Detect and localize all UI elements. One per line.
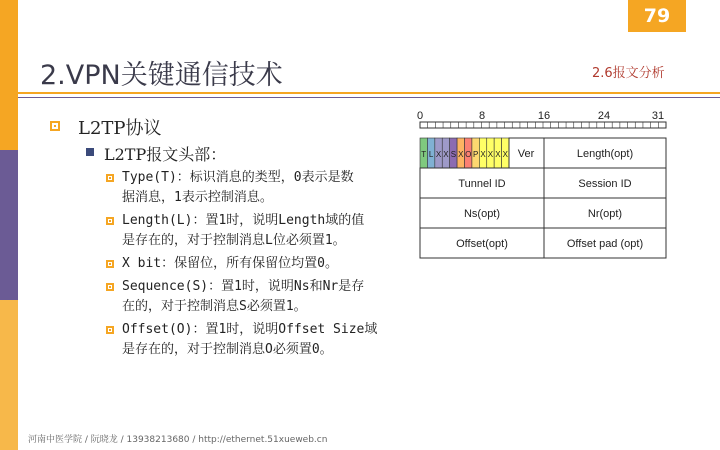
header-svg <box>414 108 670 264</box>
flag-bit-label: X <box>487 150 494 159</box>
side-strip-orange-light <box>0 300 18 450</box>
tick-label: 31 <box>651 110 665 122</box>
ver-label: Ver <box>517 148 535 160</box>
flag-bit-label: S <box>450 150 457 159</box>
list-item <box>106 168 406 208</box>
flag-bit-label: X <box>435 150 442 159</box>
item-line: 在的，对于控制消息S必须置1。 <box>122 299 307 314</box>
bullet-level2-icon <box>86 148 94 156</box>
flag-bit-label: O <box>465 150 472 159</box>
title-rule-thin <box>18 97 720 98</box>
list-item <box>106 320 406 360</box>
section-tag: 2.6报文分析 <box>592 66 665 81</box>
ns-label: Ns(opt) <box>463 208 501 220</box>
bullet-icon <box>106 283 114 291</box>
bullet-level1-icon <box>50 121 60 131</box>
flag-bit-label: X <box>480 150 486 159</box>
title-rule <box>18 92 720 94</box>
tick-label: 8 <box>478 110 486 122</box>
flag-bit-label: X <box>502 150 508 159</box>
offset-pad-label: Offset pad (opt) <box>566 238 644 250</box>
item-line: 据消息，1表示控制消息。 <box>122 190 273 205</box>
tick-label: 0 <box>416 110 424 122</box>
page-title: 2.VPN关键通信技术 <box>40 60 283 91</box>
item-line: Length(L)：置1时，说明Length域的值 <box>122 213 365 228</box>
item-line: 是存在的，对于控制消息L位必须置1。 <box>122 233 346 248</box>
item-line: 是存在的，对于控制消息O必须置0。 <box>122 342 333 357</box>
item-line: Sequence(S)：置1时，说明Ns和Nr是存 <box>122 279 365 294</box>
item-line: X bit：保留位，所有保留位均置0。 <box>122 256 338 271</box>
flag-bit-label: X <box>495 150 501 159</box>
flag-bit-label: X <box>443 150 449 159</box>
length-label: Length(opt) <box>576 148 634 160</box>
bullet-icon <box>106 260 114 268</box>
item-line: Type(T)：标识消息的类型，0表示是数 <box>122 170 354 185</box>
bullet-icon <box>106 174 114 182</box>
list-item <box>106 277 406 317</box>
footer-credit: 河南中医学院 / 阮晓龙 / 13938213680 / http://ethernet.51xueweb.cn <box>28 435 328 445</box>
side-strip-purple <box>0 150 18 300</box>
level1-heading: L2TP协议 <box>78 118 162 139</box>
level2-heading: L2TP报文头部： <box>104 145 227 164</box>
l2tp-header-diagram <box>414 108 670 264</box>
flag-bit-label: P <box>472 150 479 159</box>
list-item <box>106 211 406 251</box>
tunnel-id-label: Tunnel ID <box>458 178 506 190</box>
flag-bit-label: L <box>428 150 434 159</box>
page-number: 79 <box>628 0 686 32</box>
side-strip-orange <box>0 0 18 150</box>
field-description-list <box>106 168 406 363</box>
list-item <box>106 254 406 274</box>
bullet-icon <box>106 217 114 225</box>
tick-label: 16 <box>537 110 551 122</box>
flag-bit-label: T <box>421 150 427 159</box>
session-id-label: Session ID <box>578 178 632 190</box>
bullet-icon <box>106 326 114 334</box>
nr-label: Nr(opt) <box>587 208 623 220</box>
offset-label: Offset(opt) <box>456 238 508 250</box>
tick-label: 24 <box>597 110 611 122</box>
flag-bit-label: X <box>458 150 464 159</box>
item-line: Offset(O)：置1时，说明Offset Size域 <box>122 322 378 337</box>
